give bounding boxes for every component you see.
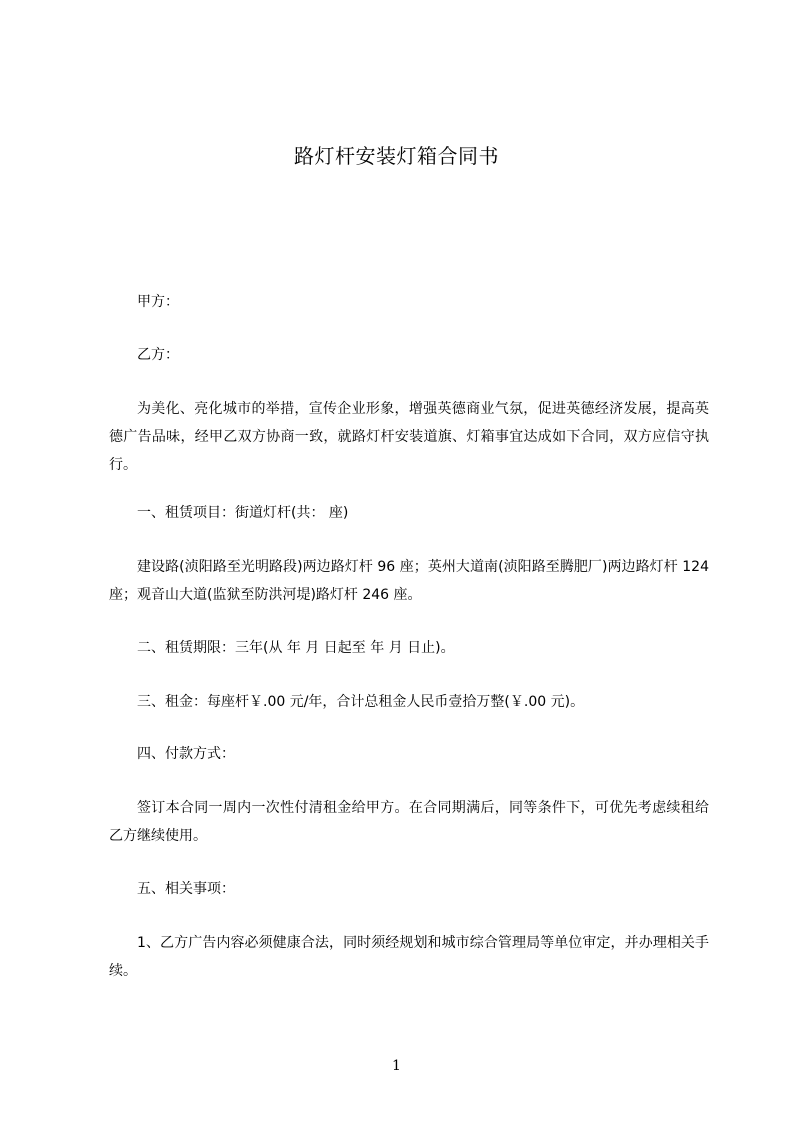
intro-paragraph: 为美化、亮化城市的举措，宣传企业形象，增强英德商业气氛，促进英德经济发展，提高英德广告品味，经甲乙双方协商一致，就路灯杆安装道旗、灯箱事宜达成如下合同，双方应信守执行。 [109, 401, 709, 473]
section-1-heading: 一、租赁项目：街道灯杆(共： 座) [137, 505, 349, 521]
party-b-line: 乙方： [137, 347, 179, 363]
section-4-body: 签订本合同一周内一次性付清租金给甲方。在合同期满后，同等条件下，可优先考虑续租给乙方继续使用。 [109, 800, 709, 844]
section-2-heading: 二、租赁期限：三年(从 年 月 日起至 年 月 日止)。 [137, 640, 455, 656]
section-5-heading: 五、相关事项： [137, 881, 235, 897]
section-5-item-1: 1、乙方广告内容必须健康合法，同时须经规划和城市综合管理局等单位审定，并办理相关手续。 [109, 935, 709, 979]
page-number: 1 [392, 1058, 401, 1074]
party-a-line: 甲方： [137, 294, 179, 310]
section-4-heading: 四、付款方式： [137, 746, 235, 762]
section-1-body: 建设路(浈阳路至光明路段)两边路灯杆 96 座；英州大道南(浈阳路至腾肥厂)两边路灯杆 124 座；观音山大道(监狱至防洪河堤)路灯杆 246 座。 [109, 559, 709, 603]
document-title: 路灯杆安装灯箱合同书 [294, 144, 499, 168]
section-3-heading: 三、租金：每座杆￥.00 元/年，合计总租金人民币壹拾万整(￥.00 元)。 [137, 694, 585, 710]
